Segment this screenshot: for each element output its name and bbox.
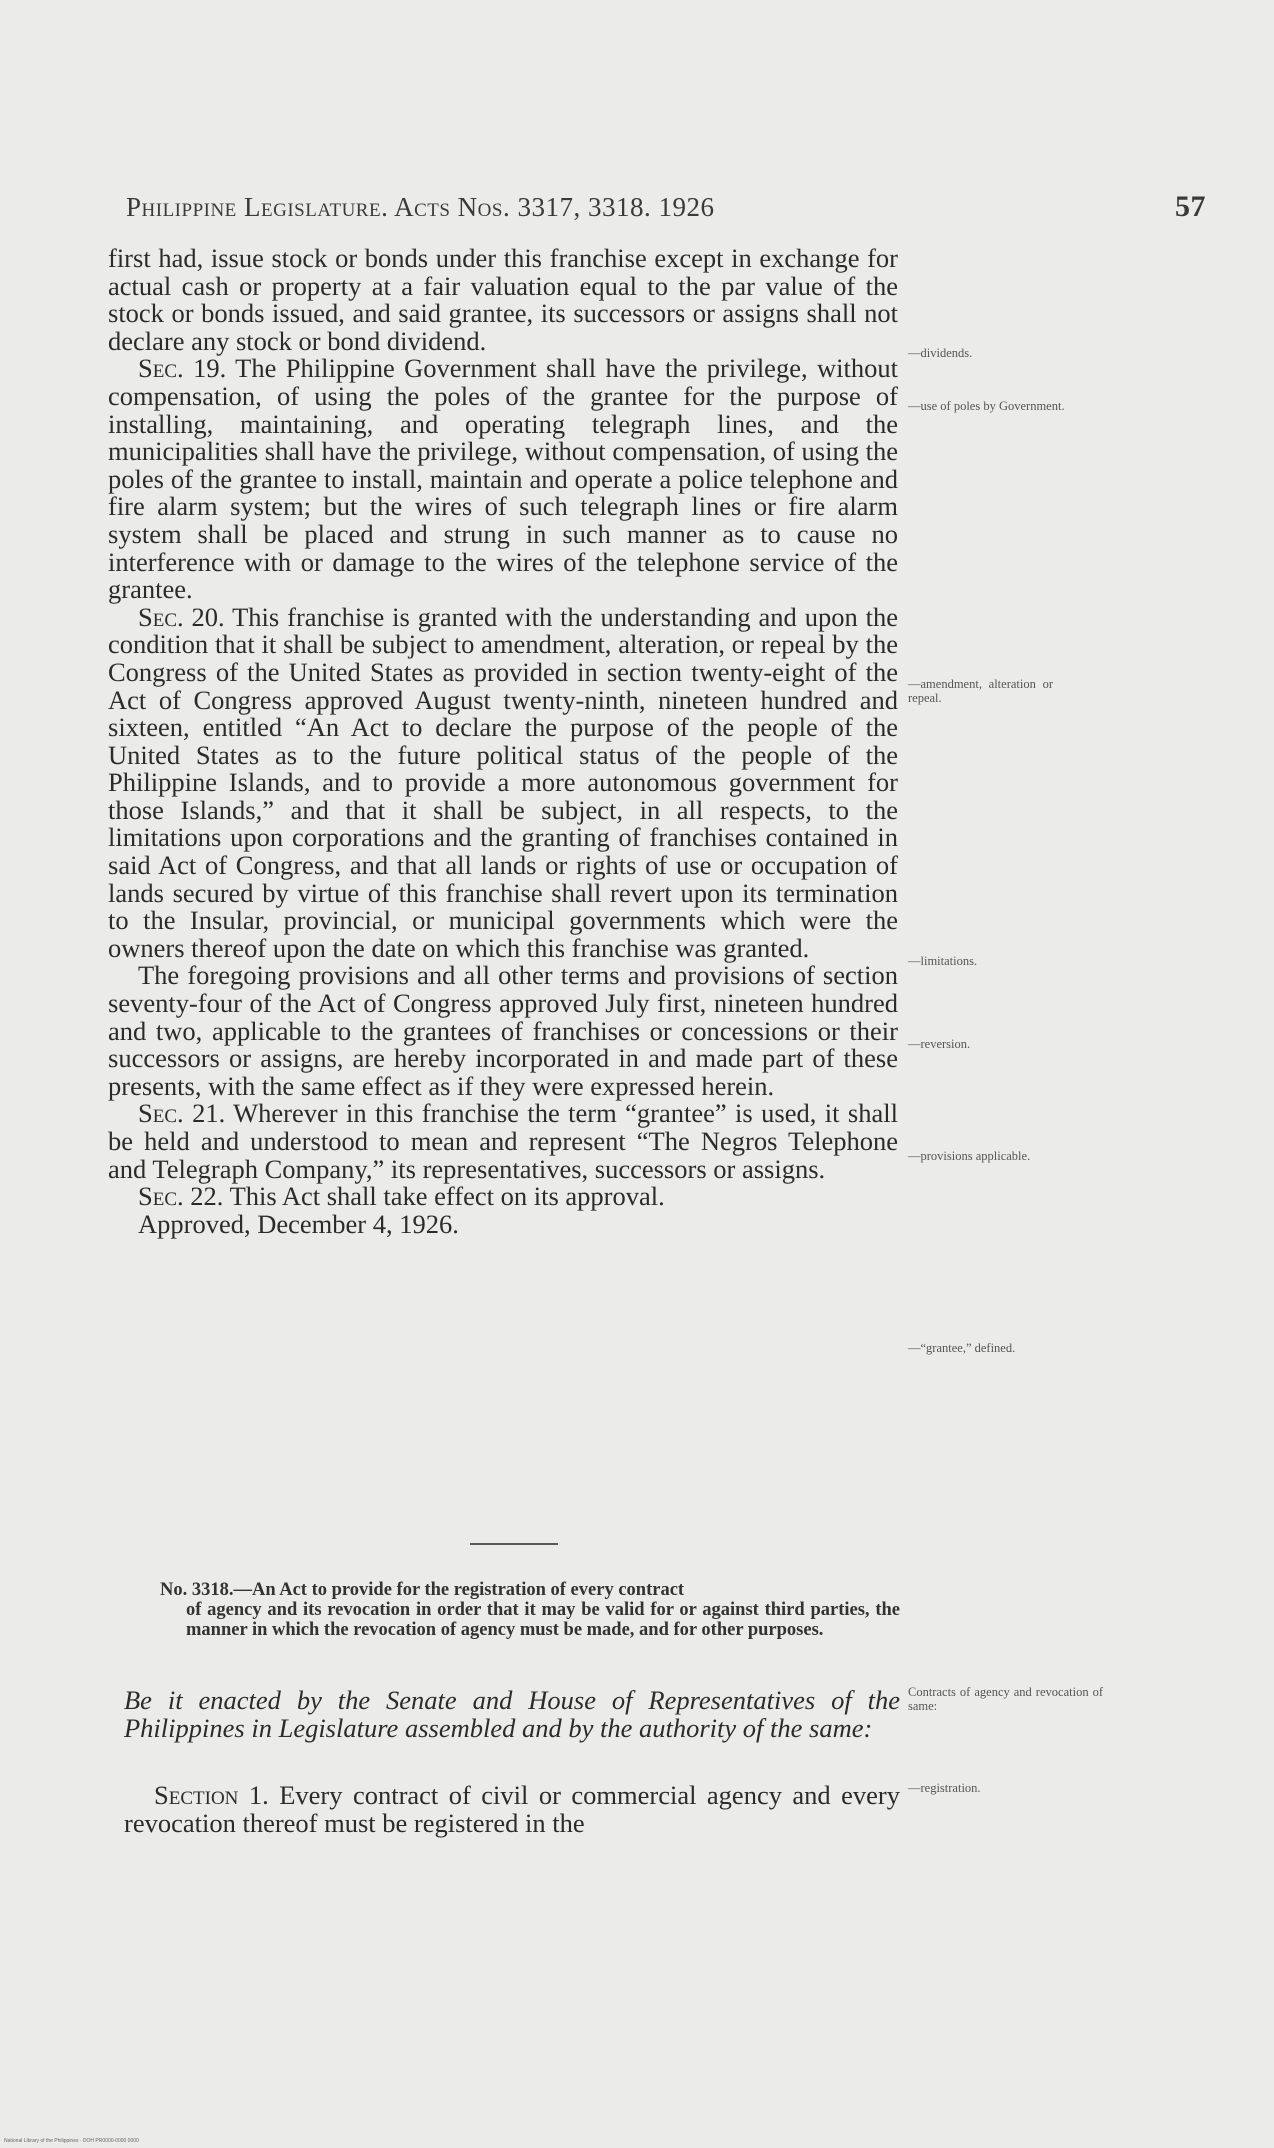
act-3318-title-rest: of agency and its revocation in order that it may be valid for or against third parties, the manner in which the revocation of agency must be made, and for other purposes. bbox=[186, 1600, 900, 1641]
act-3318-section1 bbox=[124, 1782, 900, 1837]
marginal-note-registration: —registration. bbox=[908, 1781, 981, 1795]
paragraph-sec20 bbox=[108, 601, 898, 963]
paragraph-sec21 bbox=[108, 1100, 898, 1183]
paragraph-sec18-end: first had, issue stock or bonds under this franchise except in exchange for actual cash or property at a fair valuation equal to the par value of the stock or bonds issued, and said grantee, its successors or assigns shall not declare any stock or bond dividend. bbox=[108, 243, 898, 356]
marginal-note-reversion: —reversion. bbox=[908, 1037, 971, 1051]
marginal-note-provisions: —provisions applicable. bbox=[908, 1149, 1031, 1163]
running-head-title: Philippine Legislature. Acts Nos. 3317, 3318. 1926 bbox=[126, 192, 715, 222]
enacting-clause: Be it enacted by the Senate and House of Representatives of the Philippines in Legislature assembled and by the authority of the same: bbox=[124, 1685, 900, 1743]
paragraph-text: This franchise is granted with the understanding and upon the condition that it shall be subject to amendment, alteration, or repeal by the Congress of the United States as provided in section twenty-eight of the Act of Congress approved August twenty-ninth, nineteen hundred and sixteen, entitled “An Act to declare the purpose of the people of the United States as to the future political status of the people of the Philippine Islands, and to provide a more autonomous government for those Islands,” and that it shall be subject, in all respects, to the limitations upon corporations and the granting of franchises contained in said Act of Congress, and that all lands or rights of use or occupation of lands secured by virtue of this franchise shall revert upon its termination to the Insular, provincial, or municipal governments which were the owners thereof upon the date on which this franchise was granted. bbox=[108, 601, 898, 963]
paragraph-text: Wherever in this franchise the term “grantee” is used, it shall be held and understood to mean and represent “The Negros Telephone and Telegraph Company,” its representatives, successors or assigns. bbox=[108, 1098, 898, 1184]
separator-rule bbox=[470, 1543, 558, 1545]
paragraph-sec19 bbox=[108, 355, 898, 603]
page-number: 57 bbox=[1175, 190, 1206, 223]
section-label: Sec. 22. bbox=[138, 1181, 224, 1212]
act-3318-title bbox=[160, 1580, 900, 1641]
section-label: Sec. 19. bbox=[138, 353, 227, 384]
paragraph-text: The Philippine Government shall have the privilege, without compensation, of using the poles of the grantee for the purpose of installing, maintaining, and operating telegraph lines, and the municipalities shall have the privilege, without compensation, of using the poles of the grantee to install, maintain and operate a police telephone and fire alarm system; but the wires of such telegraph lines or fire alarm system shall be placed and strung in such manner as to cause no interference with or damage to the wires of the telephone service of the grantee. bbox=[108, 353, 898, 605]
marginal-note-grantee: —“grantee,” defined. bbox=[908, 1341, 1016, 1355]
approval-date: Approved, December 4, 1926. bbox=[138, 1208, 459, 1239]
section-label: Sec. 21. bbox=[138, 1098, 226, 1129]
act-3318-title-line1: No. 3318.—An Act to provide for the registration of every contract bbox=[160, 1580, 685, 1600]
marginal-note-dividends: —dividends. bbox=[908, 346, 973, 360]
section-label: Sec. 20. bbox=[138, 601, 225, 632]
document-body bbox=[108, 245, 898, 1238]
marginal-note-limitations: —limitations. bbox=[908, 954, 978, 968]
section1-text: Every contract of civil or commercial agency and every revocation thereof must be registered in the bbox=[124, 1780, 900, 1838]
marginal-note-poles: —use of poles by Government. bbox=[908, 399, 1065, 413]
library-credit: National Library of the Philippines · DOH PR0000-0000 0000 bbox=[4, 2138, 139, 2144]
marginal-note-contracts: Contracts of agency and revocation of same: bbox=[908, 1685, 1103, 1713]
section-label: Section 1. bbox=[154, 1780, 269, 1810]
paragraph-foregoing-provisions: The foregoing provisions and all other terms and provisions of section seventy-four of the Act of Congress approved July first, nineteen hundred and two, applicable to the grantees of franchises or concessions or their successors or assigns, are hereby incorporated in and made part of these presents, with the same effect as if they were expressed herein. bbox=[108, 960, 898, 1101]
paragraph-text: This Act shall take effect on its approval. bbox=[229, 1181, 665, 1212]
marginal-note-amendment: —amendment, alteration or repeal. bbox=[908, 677, 1053, 705]
running-head bbox=[126, 192, 1206, 223]
paragraph-sec22 bbox=[108, 1183, 898, 1211]
